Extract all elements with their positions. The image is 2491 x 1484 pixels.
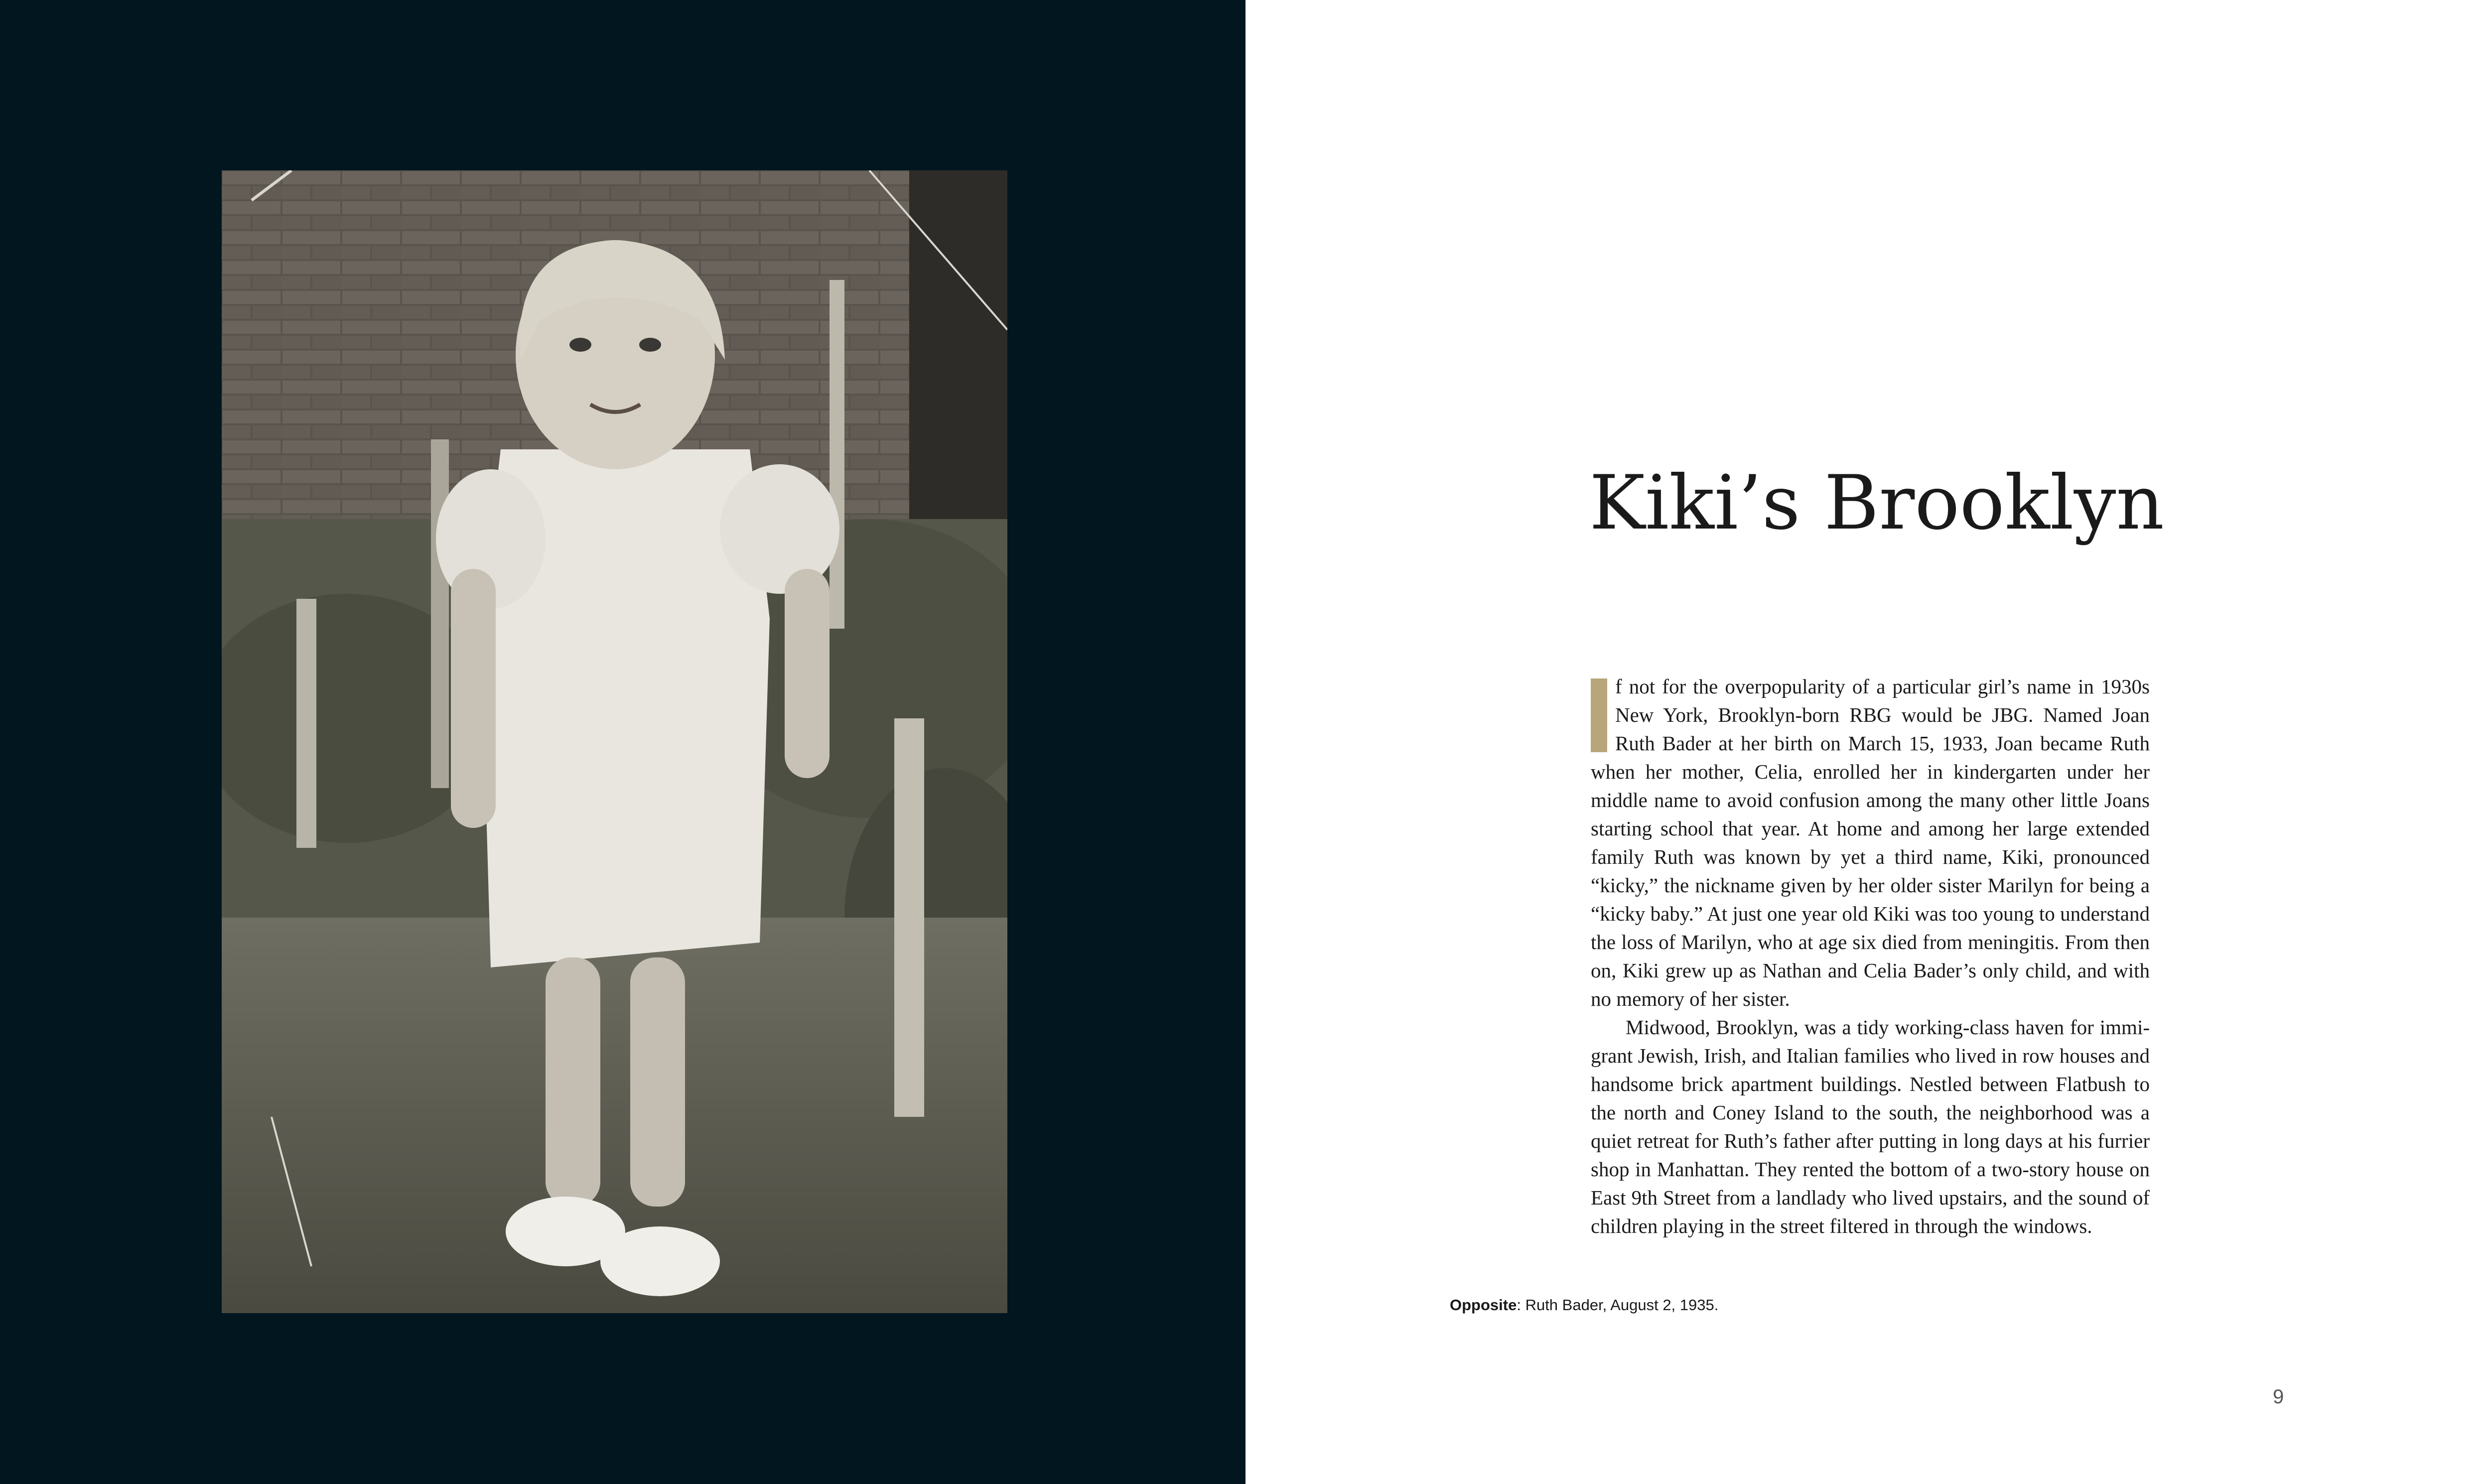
page-number: 9	[2273, 1386, 2284, 1408]
body-text	[1591, 673, 2150, 1240]
paragraph-1	[1591, 673, 2150, 1013]
chapter-title: Kiki’s Brooklyn	[1589, 460, 2165, 546]
vintage-photo	[222, 170, 1007, 1313]
photo-illustration	[222, 170, 1007, 1313]
photo-caption	[1450, 1296, 1718, 1314]
paragraph-1-text: f not for the overpopularity of a particular girl’s name in 1930s New York, Brooklyn-born RBG would be JBG. Named Joan Ruth Bader at her birth on March 15, 1933, Joan became Ruth when her mother, Celia, enrolled her in kindergarten under her middle name to avoid confusion among the many other little Joans starting school that year. At home and among her large extended family Ruth was known by yet a third name, Kiki, pronounced “kicky,” the nickname given by her older sister Marilyn for being a “kicky baby.” At just one year old Kiki was too young to understand the loss of Marilyn, who at age six died from meningitis. From then on, Kiki grew up as Nathan and Celia Bader’s only child, and with no memory of her sister.	[1591, 675, 2150, 1010]
drop-cap-bar	[1591, 678, 1607, 752]
caption-text: : Ruth Bader, August 2, 1935.	[1517, 1296, 1719, 1314]
paragraph-2: Midwood, Brooklyn, was a tidy working-class haven for immigrant Jewish, Irish, and Italian families who lived in row houses and handsome brick apartment buildings. Nestled between Flatbush to the north and Coney Island to the south, the neighborhood was a quiet retreat for Ruth’s father after putting in long days at his furrier shop in Manhattan. They rented the bottom of a two-story house on East 9th Street from a landlady who lived upstairs, and the sound of children playing in the street filtered in through the windows.	[1591, 1016, 2150, 1237]
caption-label: Opposite	[1450, 1296, 1517, 1314]
